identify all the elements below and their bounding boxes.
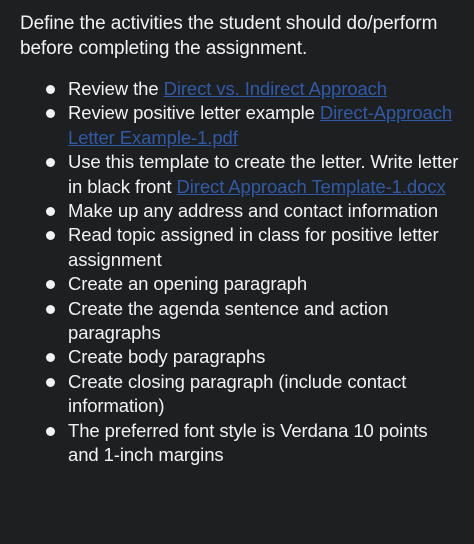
direct-vs-indirect-approach-link[interactable]: Direct vs. Indirect Approach — [163, 78, 387, 99]
list-item — [20, 345, 460, 369]
list-item-text: Make up any address and contact information — [68, 200, 439, 222]
list-item — [20, 101, 460, 150]
list-item — [20, 419, 460, 468]
list-item-text: Create closing paragraph (include contact information) — [68, 370, 407, 417]
list-item — [20, 272, 460, 296]
list-item-text: Read topic assigned in class for positive letter assignment — [68, 224, 439, 270]
list-item-text: Create body paragraphs — [68, 346, 266, 368]
template-docx-link[interactable]: Direct Approach Template-1.docx — [176, 175, 446, 197]
letter-example-pdf-link[interactable]: Direct-Approach Letter Example-1.pdf — [68, 102, 453, 148]
list-item — [20, 150, 460, 199]
list-item — [20, 77, 460, 101]
list-item-text: Create the agenda sentence and action paragraphs — [68, 297, 389, 344]
list-item — [20, 297, 460, 346]
list-item-text: Use this template to create the letter. Write letter in black front — [68, 151, 459, 197]
list-item — [20, 370, 460, 419]
intro-text: Define the activities the student should do/perform before completing the assignment. — [20, 13, 438, 59]
list-item-text: The preferred font style is Verdana 10 points and 1-inch margins — [68, 419, 428, 466]
list-item — [20, 223, 460, 272]
list-item-text: Create an opening paragraph — [68, 273, 308, 295]
list-item-text: Review positive letter example — [68, 102, 320, 124]
list-item — [20, 199, 460, 223]
activity-list — [20, 77, 460, 468]
list-item-text: Review the — [68, 78, 164, 99]
